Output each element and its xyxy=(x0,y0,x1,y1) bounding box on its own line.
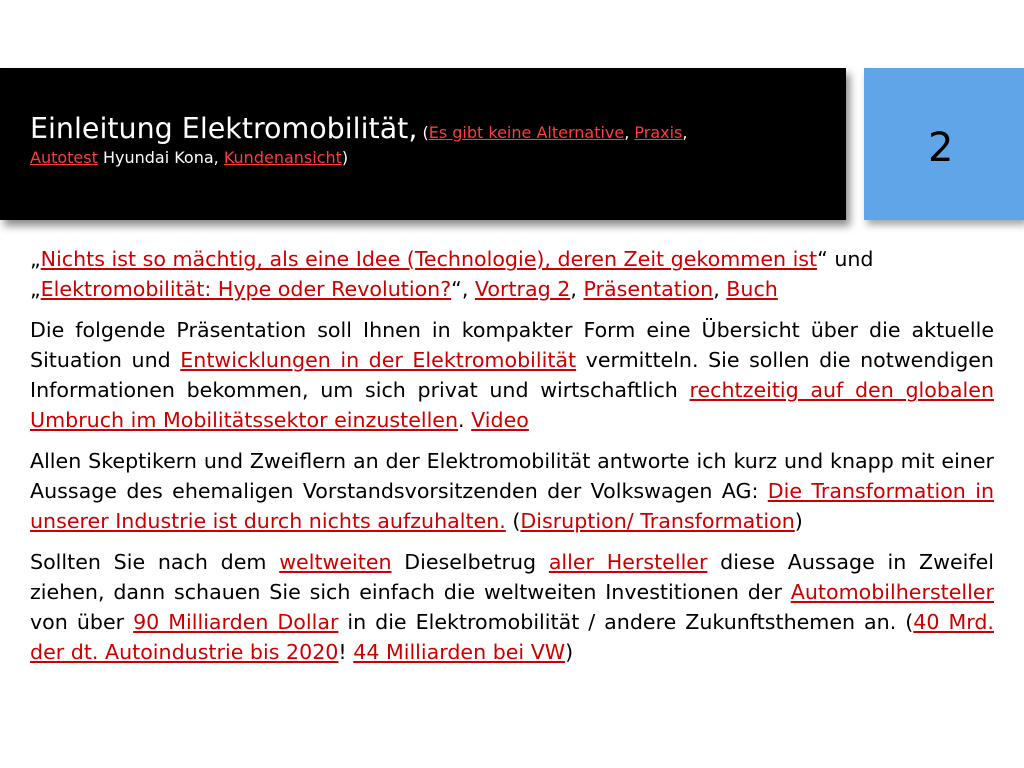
title-line-2 xyxy=(30,147,830,169)
link-40-mrd-autoindustrie[interactable]: 40 Mrd. der dt. Autoindustrie bis 2020 xyxy=(30,610,994,664)
text: ( xyxy=(505,509,521,533)
text: ! xyxy=(338,640,354,664)
slide-title xyxy=(30,112,830,169)
paragraph-intro xyxy=(30,315,994,435)
link-nichts-ist-so-maechtig[interactable]: Nichts ist so mächtig, als eine Idee (Technologie), deren Zeit gekommen ist xyxy=(40,247,818,271)
link-vortrag-2[interactable]: Vortrag 2 xyxy=(474,277,571,301)
slide-body xyxy=(30,244,994,678)
paragraph-investitionen xyxy=(30,547,994,667)
quote-close: “, xyxy=(451,277,475,301)
link-autotest[interactable]: Autotest xyxy=(30,148,98,167)
link-aller-hersteller[interactable]: aller Hersteller xyxy=(548,550,708,574)
link-buch[interactable]: Buch xyxy=(726,277,778,301)
text: von über xyxy=(30,610,134,634)
quote-mark: „ xyxy=(30,247,41,271)
separator: , xyxy=(713,277,727,301)
quote-mark: „ xyxy=(30,277,41,301)
link-disruption-transformation[interactable]: Disruption/ Transformation xyxy=(520,509,795,533)
title-paren: ( xyxy=(417,123,429,142)
text: Dieselbetrug xyxy=(391,550,549,574)
link-44-milliarden-vw[interactable]: 44 Milliarden bei VW xyxy=(353,640,566,664)
text: Allen Skeptikern und Zweiflern an der Elektromobilität antworte ich kurz und knapp mit einer Aussage des ehemaligen Vorstandsvorsitzenden der Volkswagen AG: xyxy=(30,449,994,503)
quote-close-und: “ und xyxy=(817,247,874,271)
slide-number: 2 xyxy=(928,125,954,171)
link-entwicklungen[interactable]: Entwicklungen in der Elektromobilität xyxy=(180,348,577,372)
link-rechtzeitig-umbruch[interactable]: rechtzeitig auf den globalen Umbruch im Mobilitätssektor einzustellen xyxy=(30,378,994,432)
title-links xyxy=(417,123,687,142)
text: . xyxy=(458,408,472,432)
paragraph-quote xyxy=(30,244,994,304)
title-paren: ) xyxy=(341,148,349,167)
link-es-gibt-keine-alternative[interactable]: Es gibt keine Alternative xyxy=(428,123,625,142)
link-praxis[interactable]: Praxis xyxy=(634,123,683,142)
link-weltweiten[interactable]: weltweiten xyxy=(279,550,392,574)
link-kundenansicht[interactable]: Kundenansicht xyxy=(223,148,342,167)
text: Sollten Sie nach dem xyxy=(30,550,280,574)
text: ) xyxy=(794,509,803,533)
link-transformation-zitat[interactable]: Die Transformation in unserer Industrie ist durch nichts aufzuhalten. xyxy=(30,479,994,533)
text: diese Aussage in Zweifel ziehen, dann schauen Sie sich einfach die weltweiten Investitionen der xyxy=(30,550,994,604)
title-sep: , xyxy=(624,123,635,142)
text: ) xyxy=(565,640,574,664)
title-main: Einleitung Elektromobilität, xyxy=(30,112,418,145)
title-sep: , xyxy=(682,123,688,142)
text: Die folgende Präsentation soll Ihnen in kompakter Form eine Übersicht über die aktuelle Situation und xyxy=(30,318,994,372)
paragraph-skeptiker xyxy=(30,446,994,536)
text: in die Elektromobilität / andere Zukunftsthemen an. ( xyxy=(338,610,914,634)
separator: , xyxy=(570,277,584,301)
link-90-milliarden-dollar[interactable]: 90 Milliarden Dollar xyxy=(133,610,339,634)
text: vermitteln. Sie sollen die notwendigen Informationen bekommen, um sich privat und wirtschaftlich xyxy=(30,348,994,402)
link-praesentation[interactable]: Präsentation xyxy=(583,277,714,301)
title-text-hyundai: Hyundai Kona, xyxy=(97,148,224,167)
link-video[interactable]: Video xyxy=(471,408,529,432)
link-hype-oder-revolution[interactable]: Elektromobilität: Hype oder Revolution? xyxy=(40,277,452,301)
link-automobilhersteller[interactable]: Automobilhersteller xyxy=(790,580,994,604)
